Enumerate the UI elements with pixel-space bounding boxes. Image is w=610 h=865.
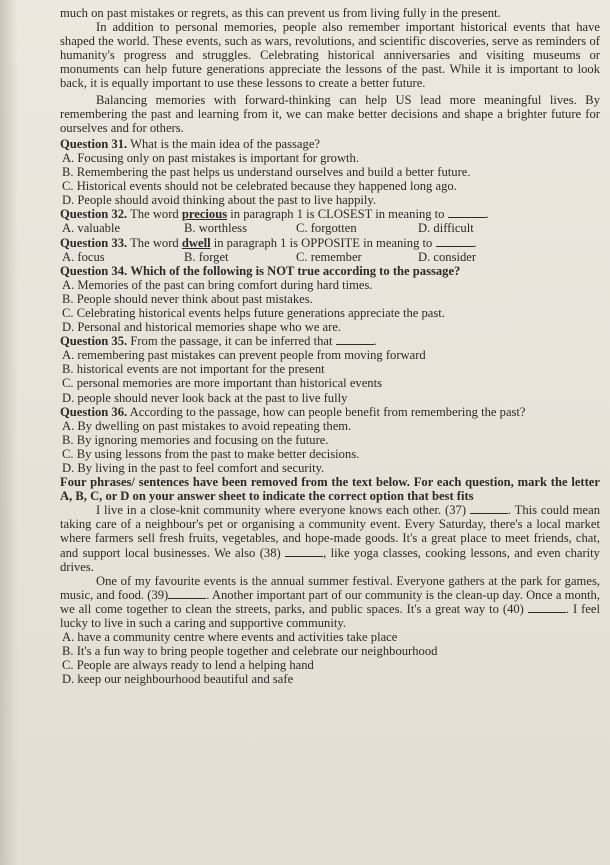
option-d[interactable]: D. People should avoid thinking about the past to live happily. bbox=[62, 193, 376, 208]
question-text-pre: The word bbox=[130, 235, 179, 250]
option-d[interactable]: D. consider bbox=[418, 249, 477, 264]
passage-paragraph-3: Balancing memories with forward-thinking can help US lead more meaningful lives. By remembering the past and learning from it, we can make better decisions and shape a brighter future for ourselves and for others. bbox=[60, 92, 600, 135]
question-text: What is the main idea of the passage? bbox=[130, 136, 320, 151]
page-edge-shadow bbox=[0, 0, 18, 865]
option-b[interactable]: B. forget bbox=[184, 249, 229, 264]
answer-blank bbox=[436, 236, 474, 247]
cloze-option-a[interactable]: A. have a community centre where events and activities take place bbox=[62, 630, 398, 645]
question-31 bbox=[60, 137, 600, 151]
option-a[interactable]: A. remembering past mistakes can prevent people from moving forward bbox=[62, 348, 426, 363]
cloze-option-d[interactable]: D. keep our neighbourhood beautiful and safe bbox=[62, 672, 294, 687]
option-d[interactable]: D. people should never look back at the past to live fully bbox=[62, 390, 348, 405]
option-a[interactable]: A. Memories of the past can bring comfort during hard times. bbox=[62, 277, 373, 292]
option-c[interactable]: C. Celebrating historical events helps future generations appreciate the past. bbox=[62, 305, 445, 320]
target-word: precious bbox=[181, 207, 228, 222]
cloze-text: I live in a close-knit community where everyone knows each other. (37) bbox=[96, 503, 467, 518]
cloze-option-c[interactable]: C. People are always ready to lend a helping hand bbox=[62, 658, 314, 673]
option-c[interactable]: C. Historical events should not be celebrated because they happened long ago. bbox=[62, 179, 457, 194]
question-text: According to the passage, how can people benefit from remembering the past? bbox=[129, 404, 526, 419]
cloze-text: . I feel lucky to live in such a caring and supportive community. bbox=[60, 601, 600, 631]
cloze-text: . Another important part of our community is the clean-up day. Once a month, we all come together to clean the streets, parks, and public spaces. It's a great way to (40) bbox=[60, 587, 600, 616]
option-c[interactable]: C. remember bbox=[296, 249, 362, 264]
option-b[interactable]: B. historical events are not important for the present bbox=[62, 362, 325, 377]
option-d[interactable]: D. difficult bbox=[418, 221, 474, 236]
option-a[interactable]: A. By dwelling on past mistakes to avoid repeating them. bbox=[62, 418, 352, 433]
answer-blank bbox=[336, 334, 374, 345]
option-c[interactable]: C. By using lessons from the past to make better decisions. bbox=[62, 446, 360, 461]
question-text-post: in paragraph 1 is CLOSEST in meaning to bbox=[230, 207, 445, 222]
question-35: Question 35. From the passage, it can be inferred that . bbox=[60, 334, 377, 349]
option-a[interactable]: A. focus bbox=[62, 249, 105, 264]
cloze-paragraph-1 bbox=[60, 503, 600, 573]
options-row bbox=[62, 221, 600, 235]
question-text: From the passage, it can be inferred that bbox=[130, 334, 333, 349]
answer-blank bbox=[448, 207, 486, 218]
option-c[interactable]: C. personal memories are more important than historical events bbox=[62, 376, 382, 391]
passage-paragraph-2: In addition to personal memories, people also remember important historical events that have shaped the world. These events, such as wars, revolutions, and scientific discoveries, serve as reminders of humanity's progress and struggles. Celebrating historical anniversaries and visiting museums or monuments can help future generations appreciate the lessons of the past. While it is important to look back, it is equally important to use these lessons to create a better future. bbox=[60, 20, 600, 91]
blank-39 bbox=[168, 588, 206, 599]
blank-40 bbox=[528, 602, 566, 613]
question-label: Question 34. bbox=[60, 263, 128, 278]
question-text: Which of the following is NOT true according to the passage? bbox=[130, 263, 461, 278]
question-label: Question 36. bbox=[60, 404, 128, 419]
blank-38 bbox=[285, 546, 323, 557]
question-label: Question 31. bbox=[60, 136, 128, 151]
target-word: dwell bbox=[181, 235, 211, 250]
question-36 bbox=[60, 405, 600, 419]
option-d[interactable]: D. By living in the past to feel comfort and security. bbox=[62, 461, 325, 475]
option-b[interactable]: B. worthless bbox=[184, 221, 247, 236]
blank-37 bbox=[470, 503, 508, 514]
question-34 bbox=[60, 264, 600, 278]
question-label: Question 32. bbox=[60, 207, 128, 222]
question-text-pre: The word bbox=[130, 207, 179, 222]
question-label: Question 33. bbox=[60, 235, 128, 250]
option-c[interactable]: C. forgotten bbox=[296, 221, 357, 236]
question-33: Question 33. The word dwell in paragraph 1 is OPPOSITE in meaning to . bbox=[60, 235, 477, 250]
option-b[interactable]: B. Remembering the past helps us understand ourselves and build a better future. bbox=[62, 165, 471, 180]
cloze-option-b[interactable]: B. It's a fun way to bring people together and celebrate our neighbourhood bbox=[62, 644, 438, 659]
option-b[interactable]: B. By ignoring memories and focusing on the future. bbox=[62, 432, 329, 447]
option-a[interactable]: A. valuable bbox=[62, 221, 121, 236]
option-b[interactable]: B. People should never think about past mistakes. bbox=[62, 291, 313, 306]
cloze-text: . This could mean taking care of a neighbour's pet or organising a community event. Every Saturday, there's a local market where farmers sell fresh fruits, vegetables, and hope-made goods. It's a great place to meet friends, chat, and support local businesses. We also (38) bbox=[60, 503, 600, 560]
question-label: Question 35. bbox=[60, 334, 128, 349]
options-row bbox=[62, 250, 600, 264]
cloze-text: One of my favourite events is the annual summer festival. Everyone gathers at the park for games, music, and food. (39) bbox=[60, 573, 600, 602]
question-32: Question 32. The word precious in paragraph 1 is CLOSEST in meaning to . bbox=[60, 207, 489, 222]
option-d[interactable]: D. Personal and historical memories shape who we are. bbox=[62, 320, 342, 335]
question-text-post: in paragraph 1 is OPPOSITE in meaning to bbox=[213, 235, 433, 250]
passage-line: much on past mistakes or regrets, as this can prevent us from living fully in the present. bbox=[60, 6, 501, 20]
option-a[interactable]: A. Focusing only on past mistakes is important for growth. bbox=[62, 150, 359, 165]
cloze-paragraph-2 bbox=[60, 574, 600, 630]
cloze-text: , like yoga classes, cooking lessons, and even charity drives. bbox=[60, 545, 600, 574]
section-instruction: Four phrases/ sentences have been removed from the text below. For each question, mark the letter A, B, C, or D on your answer sheet to indicate the correct option that best fits bbox=[60, 475, 600, 504]
